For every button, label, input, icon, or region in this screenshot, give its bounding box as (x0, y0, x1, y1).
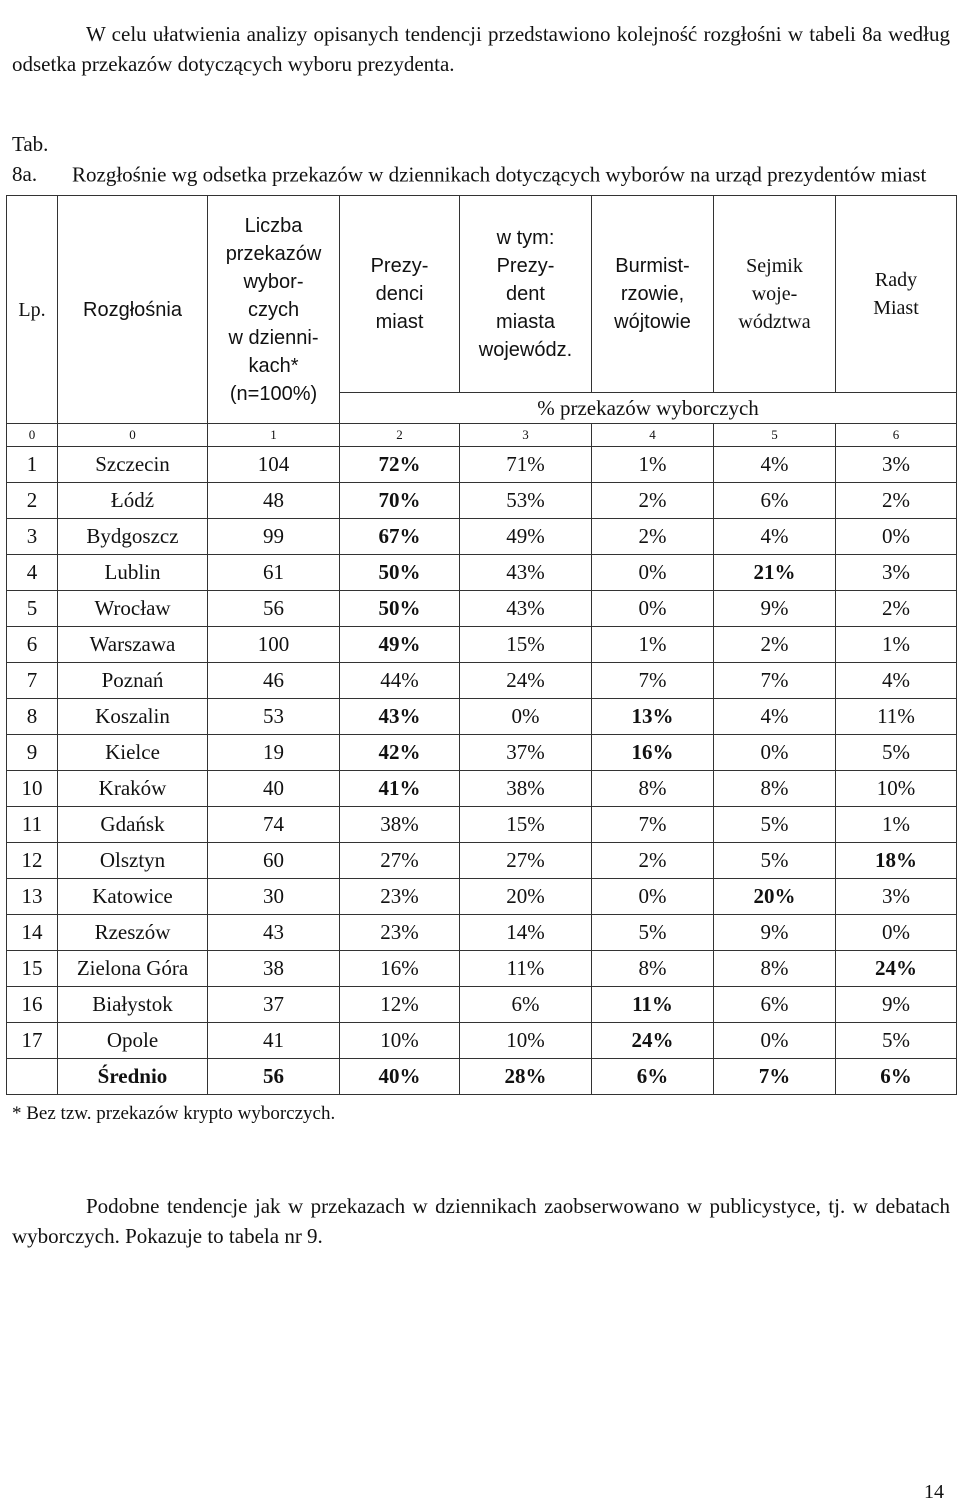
row-lp: 2 (7, 483, 58, 519)
caption-label: Tab. 8a. (12, 132, 49, 187)
header-sejmik (714, 196, 836, 393)
row-mayors-percent: 23% (340, 915, 460, 951)
row-burg-percent: 2% (592, 483, 714, 519)
column-number: 4 (592, 424, 714, 447)
row-mayors-percent: 12% (340, 987, 460, 1023)
row-burg-percent: 0% (592, 591, 714, 627)
table-caption (12, 129, 950, 190)
table-row (7, 555, 957, 591)
average-count: 56 (208, 1059, 340, 1095)
header-line: rzowie, (620, 283, 685, 305)
row-sejmik-percent: 2% (714, 627, 836, 663)
row-station-name: Rzeszów (58, 915, 208, 951)
row-count: 53 (208, 699, 340, 735)
header-voivodeship-mayor (460, 196, 592, 393)
row-burg-percent: 13% (592, 699, 714, 735)
header-line: wojewódz. (478, 339, 573, 361)
header-line: w dzienni- (228, 326, 319, 349)
row-sejmik-percent: 9% (714, 915, 836, 951)
table-row (7, 771, 957, 807)
column-number: 0 (58, 424, 208, 447)
row-lp: 17 (7, 1023, 58, 1059)
row-station-name: Kielce (58, 735, 208, 771)
header-line: miasta (496, 311, 555, 333)
row-lp: 7 (7, 663, 58, 699)
row-councils-percent: 2% (836, 591, 957, 627)
header-line: Burmist- (615, 255, 690, 277)
row-station-name: Zielona Góra (58, 951, 208, 987)
row-count: 38 (208, 951, 340, 987)
row-burg-percent: 16% (592, 735, 714, 771)
header-count (208, 196, 340, 424)
row-lp: 12 (7, 843, 58, 879)
row-mayors-percent: 44% (340, 663, 460, 699)
row-lp: 15 (7, 951, 58, 987)
row-count: 56 (208, 591, 340, 627)
row-mayors-percent: 49% (340, 627, 460, 663)
row-councils-percent: 11% (836, 699, 957, 735)
row-councils-percent: 3% (836, 555, 957, 591)
row-sejmik-percent: 9% (714, 591, 836, 627)
row-voiv-percent: 14% (460, 915, 592, 951)
header-line: wójtowie (614, 311, 691, 333)
row-count: 40 (208, 771, 340, 807)
row-voiv-percent: 37% (460, 735, 592, 771)
row-voiv-percent: 24% (460, 663, 592, 699)
row-sejmik-percent: 21% (714, 555, 836, 591)
average-councils-percent: 6% (836, 1059, 957, 1095)
row-lp: 6 (7, 627, 58, 663)
table-row (7, 627, 957, 663)
row-lp: 1 (7, 447, 58, 483)
row-count: 48 (208, 483, 340, 519)
row-voiv-percent: 10% (460, 1023, 592, 1059)
row-burg-percent: 1% (592, 627, 714, 663)
row-count: 99 (208, 519, 340, 555)
row-councils-percent: 1% (836, 807, 957, 843)
row-mayors-percent: 50% (340, 555, 460, 591)
row-voiv-percent: 38% (460, 771, 592, 807)
row-voiv-percent: 20% (460, 879, 592, 915)
row-sejmik-percent: 6% (714, 483, 836, 519)
table-row (7, 1023, 957, 1059)
row-sejmik-percent: 5% (714, 843, 836, 879)
average-voiv-percent: 28% (460, 1059, 592, 1095)
table-row (7, 807, 957, 843)
row-sejmik-percent: 0% (714, 1023, 836, 1059)
table-row (7, 663, 957, 699)
row-councils-percent: 0% (836, 519, 957, 555)
row-councils-percent: 5% (836, 1023, 957, 1059)
average-mayors-percent: 40% (340, 1059, 460, 1095)
row-lp: 14 (7, 915, 58, 951)
row-burg-percent: 2% (592, 843, 714, 879)
header-line: Rady (874, 269, 918, 291)
average-row (7, 1059, 957, 1095)
row-sejmik-percent: 20% (714, 879, 836, 915)
row-station-name: Wrocław (58, 591, 208, 627)
page-number: 14 (924, 1481, 944, 1503)
row-sejmik-percent: 0% (714, 735, 836, 771)
row-voiv-percent: 6% (460, 987, 592, 1023)
row-sejmik-percent: 4% (714, 699, 836, 735)
header-councils (836, 196, 957, 393)
row-count: 74 (208, 807, 340, 843)
column-number: 6 (836, 424, 957, 447)
row-station-name: Kraków (58, 771, 208, 807)
row-burg-percent: 0% (592, 879, 714, 915)
row-mayors-percent: 43% (340, 699, 460, 735)
row-councils-percent: 18% (836, 843, 957, 879)
row-voiv-percent: 11% (460, 951, 592, 987)
intro-text: W celu ułatwienia analizy opisanych tendencji przedstawiono kolejność rozgłośni w tabeli 8a według odsetka przekazów dotyczących wyboru prezydenta. (12, 22, 950, 77)
row-mayors-percent: 50% (340, 591, 460, 627)
row-mayors-percent: 67% (340, 519, 460, 555)
row-burg-percent: 7% (592, 663, 714, 699)
header-mayors (340, 196, 460, 393)
row-councils-percent: 5% (836, 735, 957, 771)
row-station-name: Koszalin (58, 699, 208, 735)
row-sejmik-percent: 4% (714, 519, 836, 555)
row-councils-percent: 3% (836, 879, 957, 915)
header-line: wództwa (738, 311, 811, 333)
outro-paragraph (12, 1191, 950, 1252)
header-line: Miast (873, 297, 919, 319)
average-sejmik-percent: 7% (714, 1059, 836, 1095)
header-line: wybor- (243, 270, 304, 293)
table-row (7, 951, 957, 987)
row-burg-percent: 11% (592, 987, 714, 1023)
header-line: Prezy- (370, 255, 429, 277)
row-councils-percent: 4% (836, 663, 957, 699)
row-mayors-percent: 41% (340, 771, 460, 807)
row-voiv-percent: 71% (460, 447, 592, 483)
row-lp: 16 (7, 987, 58, 1023)
column-number: 1 (208, 424, 340, 447)
row-mayors-percent: 70% (340, 483, 460, 519)
row-councils-percent: 2% (836, 483, 957, 519)
row-sejmik-percent: 6% (714, 987, 836, 1023)
row-mayors-percent: 10% (340, 1023, 460, 1059)
row-station-name: Poznań (58, 663, 208, 699)
row-count: 100 (208, 627, 340, 663)
footnote: * Bez tzw. przekazów krypto wyborczych. (12, 1103, 336, 1124)
header-burgomasters (592, 196, 714, 393)
header-line: miast (375, 311, 424, 333)
table-row (7, 519, 957, 555)
row-mayors-percent: 16% (340, 951, 460, 987)
row-count: 104 (208, 447, 340, 483)
row-mayors-percent: 72% (340, 447, 460, 483)
row-burg-percent: 8% (592, 951, 714, 987)
row-councils-percent: 24% (836, 951, 957, 987)
row-sejmik-percent: 4% (714, 447, 836, 483)
row-burg-percent: 24% (592, 1023, 714, 1059)
header-line: przekazów (225, 242, 322, 265)
column-number-row (7, 424, 957, 447)
table-row (7, 483, 957, 519)
row-lp: 11 (7, 807, 58, 843)
row-voiv-percent: 43% (460, 591, 592, 627)
row-burg-percent: 7% (592, 807, 714, 843)
row-burg-percent: 0% (592, 555, 714, 591)
row-voiv-percent: 49% (460, 519, 592, 555)
header-line: dent (506, 283, 545, 305)
header-line: Sejmik (746, 255, 803, 277)
row-mayors-percent: 42% (340, 735, 460, 771)
row-voiv-percent: 27% (460, 843, 592, 879)
row-voiv-percent: 53% (460, 483, 592, 519)
row-voiv-percent: 15% (460, 627, 592, 663)
header-line: denci (375, 283, 424, 305)
row-lp: 9 (7, 735, 58, 771)
table-row (7, 699, 957, 735)
row-count: 19 (208, 735, 340, 771)
results-table (6, 195, 957, 1095)
row-sejmik-percent: 8% (714, 951, 836, 987)
table-row (7, 879, 957, 915)
row-station-name: Gdańsk (58, 807, 208, 843)
row-lp: 13 (7, 879, 58, 915)
intro-paragraph (12, 19, 950, 80)
row-station-name: Warszawa (58, 627, 208, 663)
row-lp: 10 (7, 771, 58, 807)
row-voiv-percent: 15% (460, 807, 592, 843)
row-voiv-percent: 43% (460, 555, 592, 591)
row-burg-percent: 1% (592, 447, 714, 483)
column-number: 3 (460, 424, 592, 447)
row-station-name: Białystok (58, 987, 208, 1023)
row-count: 43 (208, 915, 340, 951)
column-number: 5 (714, 424, 836, 447)
row-sejmik-percent: 8% (714, 771, 836, 807)
row-station-name: Olsztyn (58, 843, 208, 879)
row-voiv-percent: 0% (460, 699, 592, 735)
row-councils-percent: 10% (836, 771, 957, 807)
header-line: woje- (751, 283, 798, 305)
row-station-name: Opole (58, 1023, 208, 1059)
table-body (7, 424, 957, 1095)
row-burg-percent: 5% (592, 915, 714, 951)
row-station-name: Bydgoszcz (58, 519, 208, 555)
row-councils-percent: 0% (836, 915, 957, 951)
header-line: Liczba (244, 214, 303, 237)
header-line: (n=100%) (229, 382, 318, 405)
table-row (7, 843, 957, 879)
row-lp: 4 (7, 555, 58, 591)
table-row (7, 915, 957, 951)
header-line: czych (247, 298, 300, 321)
row-count: 41 (208, 1023, 340, 1059)
row-station-name: Łódź (58, 483, 208, 519)
average-lp-blank (7, 1059, 58, 1095)
row-sejmik-percent: 5% (714, 807, 836, 843)
header-percent-label: % przekazów wyborczych (340, 393, 957, 424)
header-line: Prezy- (496, 255, 555, 277)
average-burg-percent: 6% (592, 1059, 714, 1095)
header-line: w tym: (496, 227, 555, 249)
row-station-name: Katowice (58, 879, 208, 915)
row-burg-percent: 2% (592, 519, 714, 555)
row-count: 37 (208, 987, 340, 1023)
column-number: 0 (7, 424, 58, 447)
outro-text: Podobne tendencje jak w przekazach w dziennikach zaobserwowano w publicystyce, tj. w debatach wyborczych. Pokazuje to tabela nr 9. (12, 1194, 950, 1249)
table-row (7, 447, 957, 483)
row-count: 60 (208, 843, 340, 879)
row-mayors-percent: 27% (340, 843, 460, 879)
table-row (7, 591, 957, 627)
row-lp: 5 (7, 591, 58, 627)
row-station-name: Szczecin (58, 447, 208, 483)
average-label: Średnio (58, 1059, 208, 1095)
row-station-name: Lublin (58, 555, 208, 591)
header-line: kach* (248, 354, 299, 377)
column-number: 2 (340, 424, 460, 447)
row-sejmik-percent: 7% (714, 663, 836, 699)
caption-text: Rozgłośnie wg odsetka przekazów w dziennikach dotyczących wyborów na urząd prezydentów miast (72, 162, 927, 187)
row-councils-percent: 9% (836, 987, 957, 1023)
row-burg-percent: 8% (592, 771, 714, 807)
row-lp: 3 (7, 519, 58, 555)
table-row (7, 987, 957, 1023)
table-row (7, 735, 957, 771)
row-councils-percent: 3% (836, 447, 957, 483)
header-lp: Lp. (7, 196, 58, 424)
row-councils-percent: 1% (836, 627, 957, 663)
row-mayors-percent: 38% (340, 807, 460, 843)
row-count: 46 (208, 663, 340, 699)
header-station: Rozgłośnia (58, 196, 208, 424)
row-lp: 8 (7, 699, 58, 735)
row-count: 61 (208, 555, 340, 591)
row-mayors-percent: 23% (340, 879, 460, 915)
row-count: 30 (208, 879, 340, 915)
